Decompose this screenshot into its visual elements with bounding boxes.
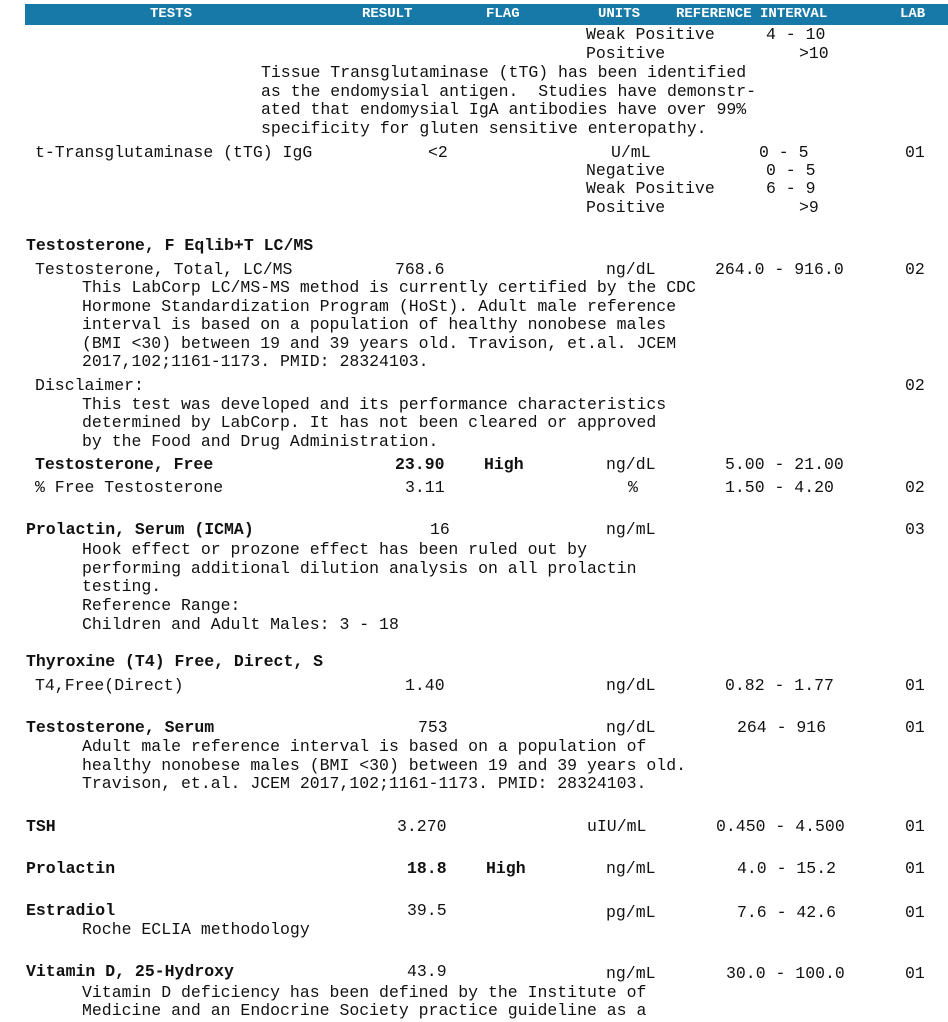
note-line: Travison, et.al. JCEM 2017,102;1161-1173. PMID: 28324103. xyxy=(82,774,647,793)
test-lab: 02 xyxy=(905,478,925,497)
test-lab: 01 xyxy=(905,903,925,922)
test-units: U/mL xyxy=(611,143,651,162)
header-reference-interval: REFERENCE INTERVAL xyxy=(676,6,828,22)
ttg-note-line: specificity for gluten sensitive enteropathy. xyxy=(261,119,707,138)
test-units: ng/mL xyxy=(606,520,656,539)
test-lab: 01 xyxy=(905,859,925,878)
test-result: 18.8 xyxy=(407,859,447,878)
test-result: 753 xyxy=(418,718,448,737)
ttg-note-line: ated that endomysial IgA antibodies have over 99% xyxy=(261,100,747,119)
test-lab: 01 xyxy=(905,143,925,162)
test-reference: 30.0 - 100.0 xyxy=(726,964,845,983)
disclaimer-label: Disclaimer: xyxy=(35,376,144,395)
test-flag: High xyxy=(486,859,526,878)
test-units: % xyxy=(628,478,638,497)
test-result: 1.40 xyxy=(405,676,445,695)
note-line: performing additional dilution analysis on all prolactin xyxy=(82,559,637,578)
test-units: uIU/mL xyxy=(587,817,647,836)
ttg-note-line: Tissue Transglutaminase (tTG) has been identified xyxy=(261,63,747,82)
test-units: ng/mL xyxy=(606,964,656,983)
test-name: t-Transglutaminase (tTG) IgG xyxy=(35,143,313,162)
header-lab: LAB xyxy=(900,6,926,22)
test-reference: 264 - 916 xyxy=(737,718,827,737)
note-line: determined by LabCorp. It has not been cleared or approved xyxy=(82,413,657,432)
test-result: 39.5 xyxy=(407,901,447,920)
results-table-header xyxy=(25,4,948,25)
note-line: Children and Adult Males: 3 - 18 xyxy=(82,615,399,634)
test-reference: 7.6 - 42.6 xyxy=(737,903,837,922)
note-line: Adult male reference interval is based on a population of xyxy=(82,737,647,756)
test-result: <2 xyxy=(428,143,448,162)
test-reference: 1.50 - 4.20 xyxy=(725,478,834,497)
header-units: UNITS xyxy=(598,6,641,22)
test-reference: 4.0 - 15.2 xyxy=(737,859,837,878)
test-lab: 01 xyxy=(905,817,925,836)
ref-label: Weak Positive xyxy=(586,25,715,44)
note-line: healthy nonobese males (BMI <30) between 19 and 39 years old. xyxy=(82,756,686,775)
test-name: Prolactin, Serum (ICMA) xyxy=(26,520,254,539)
ref-range: >10 xyxy=(799,44,829,63)
header-tests: TESTS xyxy=(150,6,193,22)
ref-label: Negative xyxy=(586,161,666,180)
test-lab: 01 xyxy=(905,718,925,737)
test-lab: 01 xyxy=(905,676,925,695)
test-name: Testosterone, Free xyxy=(35,455,214,474)
test-units: pg/mL xyxy=(606,903,656,922)
test-units: ng/dL xyxy=(606,260,656,279)
test-units: ng/dL xyxy=(606,718,656,737)
note-line: testing. xyxy=(82,577,162,596)
note-line: by the Food and Drug Administration. xyxy=(82,432,439,451)
test-lab: 03 xyxy=(905,520,925,539)
test-lab: 02 xyxy=(905,260,925,279)
test-result: 3.270 xyxy=(397,817,447,836)
note-line: Medicine and an Endocrine Society practice guideline as a xyxy=(82,1001,647,1020)
test-reference: 264.0 - 916.0 xyxy=(715,260,844,279)
test-reference: 0 - 5 xyxy=(759,143,809,162)
test-reference: 0.450 - 4.500 xyxy=(716,817,845,836)
test-name: Estradiol xyxy=(26,901,116,920)
test-name: % Free Testosterone xyxy=(35,478,224,497)
test-name: TSH xyxy=(26,817,56,836)
panel-title: Thyroxine (T4) Free, Direct, S xyxy=(26,652,324,671)
test-flag: High xyxy=(484,455,524,474)
ref-range: 0 - 5 xyxy=(766,161,816,180)
note-line: 2017,102;1161-1173. PMID: 28324103. xyxy=(82,352,429,371)
test-units: ng/dL xyxy=(606,455,656,474)
panel-title: Testosterone, F Eqlib+T LC/MS xyxy=(26,236,314,255)
test-units: ng/mL xyxy=(606,859,656,878)
ref-label: Positive xyxy=(586,198,666,217)
test-units: ng/dL xyxy=(606,676,656,695)
test-result: 768.6 xyxy=(395,260,445,279)
note-line: Hook effect or prozone effect has been ruled out by xyxy=(82,540,587,559)
note-line: interval is based on a population of healthy nonobese males xyxy=(82,315,667,334)
test-name: Testosterone, Total, LC/MS xyxy=(35,260,293,279)
test-name: T4,Free(Direct) xyxy=(35,676,184,695)
test-name: Testosterone, Serum xyxy=(26,718,215,737)
test-lab: 02 xyxy=(905,376,925,395)
ref-range: 6 - 9 xyxy=(766,179,816,198)
ref-label: Weak Positive xyxy=(586,179,715,198)
note-line: This LabCorp LC/MS-MS method is currently certified by the CDC xyxy=(82,278,696,297)
ref-range: >9 xyxy=(799,198,819,217)
ref-label: Positive xyxy=(586,44,666,63)
test-result: 16 xyxy=(430,520,450,539)
test-lab: 01 xyxy=(905,964,925,983)
note-line: Reference Range: xyxy=(82,596,241,615)
test-name: Prolactin xyxy=(26,859,116,878)
note-line: Vitamin D deficiency has been defined by the Institute of xyxy=(82,983,647,1002)
test-result: 3.11 xyxy=(405,478,445,497)
test-reference: 0.82 - 1.77 xyxy=(725,676,834,695)
note-line: This test was developed and its performance characteristics xyxy=(82,395,667,414)
note-line: (BMI <30) between 19 and 39 years old. Travison, et.al. JCEM xyxy=(82,334,677,353)
header-result: RESULT xyxy=(362,6,413,22)
header-flag: FLAG xyxy=(486,6,520,22)
test-name: Vitamin D, 25-Hydroxy xyxy=(26,962,234,981)
test-result: 43.9 xyxy=(407,962,447,981)
test-reference: 5.00 - 21.00 xyxy=(725,455,844,474)
note-line: Roche ECLIA methodology xyxy=(82,920,310,939)
note-line: Hormone Standardization Program (HoSt). Adult male reference xyxy=(82,297,677,316)
test-result: 23.90 xyxy=(395,455,445,474)
ttg-note-line: as the endomysial antigen. Studies have demonstr- xyxy=(261,82,757,101)
ref-range: 4 - 10 xyxy=(766,25,826,44)
